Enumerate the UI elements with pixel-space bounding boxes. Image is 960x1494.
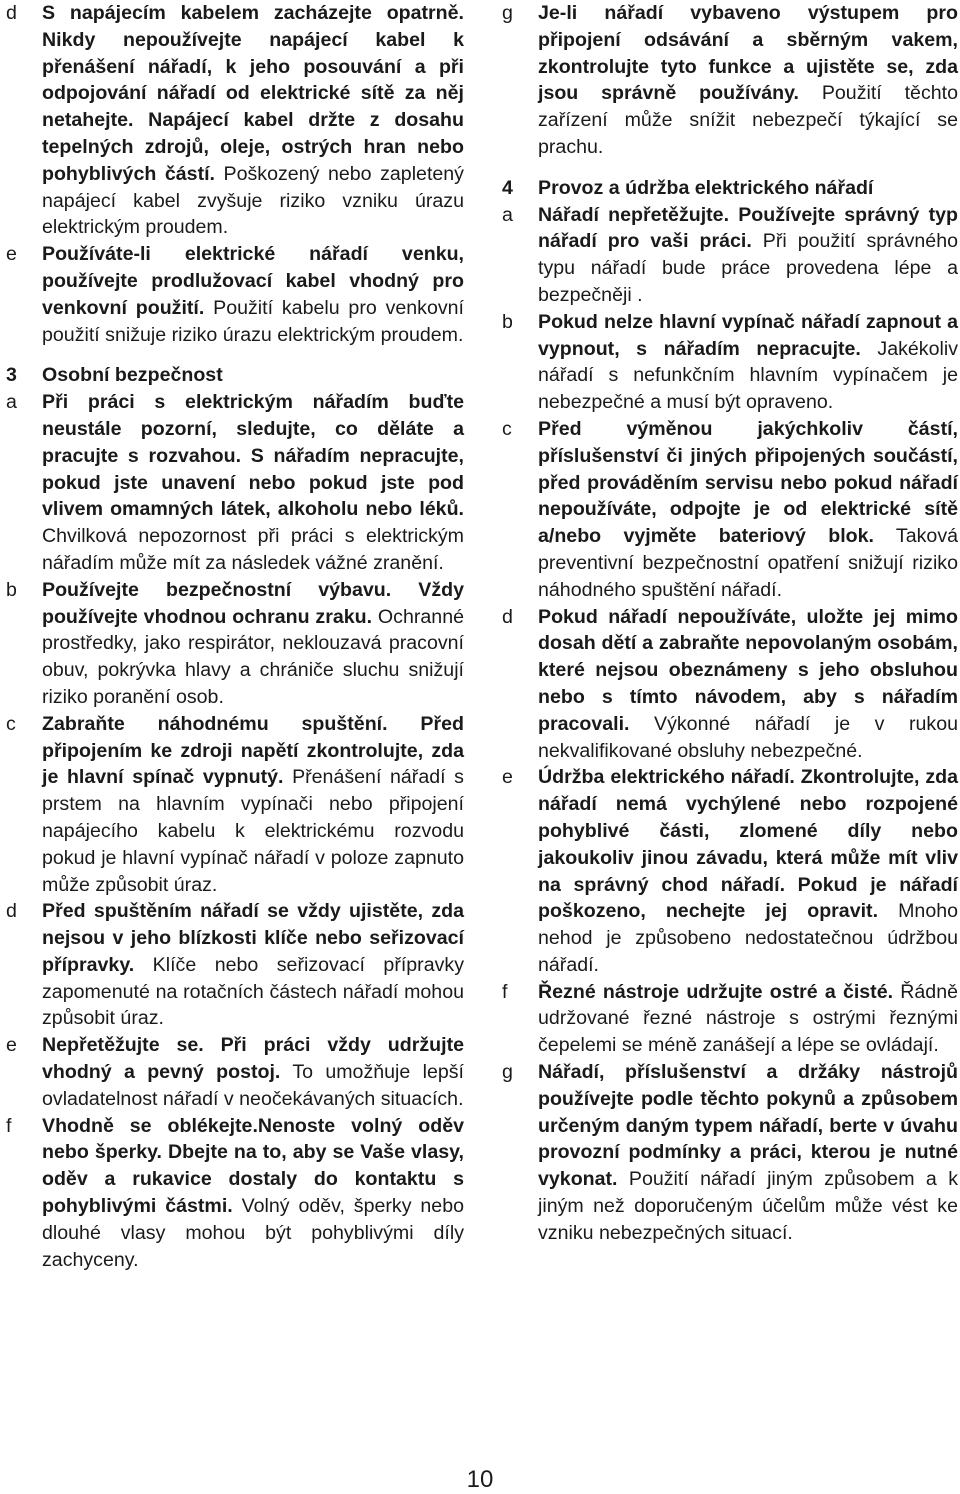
right-item-f — [502, 979, 958, 1059]
item-text: Při práci s elektrickým nářadím buďte neustále pozorní, sledujte, co děláte a pracujte s rozvahou. S nářadím nepracujte, pokud jste unavení nebo pokud jste pod vlivem omamných látek, alkoholu nebo léků. Chvilková nepozornost při práci s elektrickým nářadím může mít za následek vážné zranění. — [42, 391, 464, 574]
right-item-e — [502, 764, 958, 978]
item-marker: b — [6, 578, 17, 601]
right-item-g — [502, 0, 958, 161]
item-text: Před spuštěním nářadí se vždy ujistěte, zda nejsou v jeho blízkosti klíče nebo seřizovací přípravky. Klíče nebo seřizovací přípravky zapomenuté na rotačních částech nářadí mohou způsobit úraz. — [42, 900, 464, 1030]
item-text: Je-li nářadí vybaveno výstupem pro připojení odsávání a sběrným vakem, zkontrolujte tyto funkce a ujistěte se, zda jsou správně používány. Použití těchto zařízení může snížit nebezpečí týkající se prachu. — [538, 2, 958, 158]
item-text: Pokud nelze hlavní vypínač nářadí zapnout a vypnout, s nářadím nepracujte. Jakékoliv nářadí s nefunkčním hlavním vypínačem je nebezpečné a musí být opraveno. — [538, 310, 959, 414]
left-item-d — [6, 0, 464, 241]
item-text: Zabraňte náhodnému spuštění. Před připojením ke zdroji napětí zkontrolujte, zda je hlavní spínač vypnutý. Přenášení nářadí s prstem na hlavním vypínači nebo připojení napájecího kabelu k elektrickému rozvodu pokud je hlavní vypínač nářadí v poloze zapnuto může způsobit úraz. — [42, 712, 464, 896]
section-title: Provoz a údržba elektrického nářadí — [538, 176, 874, 199]
left-column — [6, 0, 464, 1273]
section-number: 3 — [6, 364, 17, 387]
item-text: S napájecím kabelem zacházejte opatrně. Nikdy nepoužívejte napájecí kabel k přenášení nářadí, k jeho posouvání a při odpojování nářadí od elektrické sítě za něj netahejte. Napájecí kabel držte z dosahu tepelných zdrojů, oleje, ostrých hran nebo pohyblivých částí. Poškozený nebo zapletený napájecí kabel zvyšuje riziko vzniku úrazu elektrickým proudem. — [42, 2, 464, 239]
item-marker: g — [502, 1061, 513, 1084]
item-text: Používejte bezpečnostní výbavu. Vždy používejte vhodnou ochranu zraku. Ochranné prostředky, jako respirátor, neklouzavá pracovní obuv, pokrývka hlavy a chrániče sluchu snižují riziko poranění osob. — [42, 578, 464, 708]
item-text: Nářadí nepřetěžujte. Používejte správný typ nářadí pro vaši práci. Při použití správného typu nářadí bude práce provedena lépe a bezpečněji . — [538, 203, 958, 306]
item-text: Nářadí, příslušenství a držáky nástrojů používejte podle těchto pokynů a způsobem určeným daným typem nářadí, berte v úvahu provozní podmínky a práci, kterou je nutné vykonat. Použití nářadí jiným způsobem a k jiným než doporučeným účelům může vést ke vzniku nebezpečných situací. — [538, 1061, 958, 1244]
section-title: Osobní bezpečnost — [42, 364, 223, 387]
item-marker: f — [502, 980, 508, 1003]
section-number: 4 — [502, 176, 513, 199]
item-marker: d — [502, 605, 513, 628]
item-marker: e — [6, 1034, 17, 1057]
right-item-a — [502, 202, 958, 309]
item-marker: f — [6, 1114, 12, 1137]
item-marker: e — [502, 766, 513, 789]
page-number: 10 — [466, 1466, 494, 1493]
item-marker: d — [6, 2, 17, 24]
section-heading-provoz-a-udrzba — [502, 175, 958, 202]
left-item-b — [6, 577, 464, 711]
left-item-f — [6, 1113, 464, 1274]
right-item-c — [502, 416, 958, 604]
item-marker: a — [502, 203, 513, 226]
item-text: Před výměnou jakýchkoliv částí, příslušenství či jiných připojených součástí, před prováděním servisu nebo pokud nářadí nepoužíváte, odpojte je od elektrické sítě a/nebo vyjměte bateriový blok. Taková preventivní bezpečnostní opatření snižují riziko náhodného spuštění nářadí. — [538, 417, 959, 601]
item-text: Pokud nářadí nepoužíváte, uložte jej mimo dosah dětí a zabraňte nepovolaným osobám, které nejsou obeznámeny s jeho obsluhou nebo s tímto návodem, aby s nářadím pracovali. Výkonné nářadí je v rukou nekvalifikované obsluhy nebezpečné. — [538, 605, 958, 762]
item-text: Řezné nástroje udržujte ostré a čisté. Řádně udržované řezné nástroje s ostrými řeznými čepelemi se méně zanášejí a lépe se ovládají. — [538, 980, 959, 1057]
left-item-a — [6, 389, 464, 577]
item-marker: a — [6, 391, 17, 414]
item-text: Vhodně se oblékejte.Nenoste volný oděv nebo šperky. Dbejte na to, aby se Vaše vlasy, oděv a rukavice dostaly do kontaktu s pohyblivými částmi. Volný oděv, šperky nebo dlouhé vlasy mohou být pohyblivými díly zachyceny. — [42, 1114, 464, 1271]
item-marker: b — [502, 310, 513, 333]
right-item-d — [502, 604, 958, 765]
left-item-e2 — [6, 1032, 464, 1112]
item-text: Údržba elektrického nářadí. Zkontrolujte, zda nářadí nemá vychýlené nebo rozpojené pohyblivé části, zlomené díly nebo jakoukoliv jinou závadu, která může mít vliv na správný chod nářadí. Pokud je nářadí poškozeno, nechejte jej opravit. Mnoho nehod je způsobeno nedostatečnou údržbou nářadí. — [538, 766, 959, 976]
item-marker: c — [6, 712, 16, 735]
right-column — [502, 0, 958, 1247]
right-item-b — [502, 309, 958, 416]
item-marker: c — [502, 417, 512, 440]
right-item-g2 — [502, 1059, 958, 1247]
left-item-e — [6, 241, 464, 348]
item-text: Nepřetěžujte se. Při práci vždy udržujte vhodný a pevný postoj. To umožňuje lepší ovladatelnost nářadí v neočekávaných situacích. — [42, 1034, 464, 1110]
item-marker: e — [6, 243, 17, 266]
left-item-d2 — [6, 898, 464, 1032]
item-marker: g — [502, 2, 513, 24]
section-heading-osobni-bezpecnost — [6, 362, 464, 389]
left-item-c — [6, 711, 464, 899]
item-marker: d — [6, 900, 17, 923]
item-text: Používáte-li elektrické nářadí venku, používejte prodlužovací kabel vhodný pro venkovní použití. Použití kabelu pro venkovní použití snižuje riziko úrazu elektrickým proudem. — [42, 243, 464, 346]
